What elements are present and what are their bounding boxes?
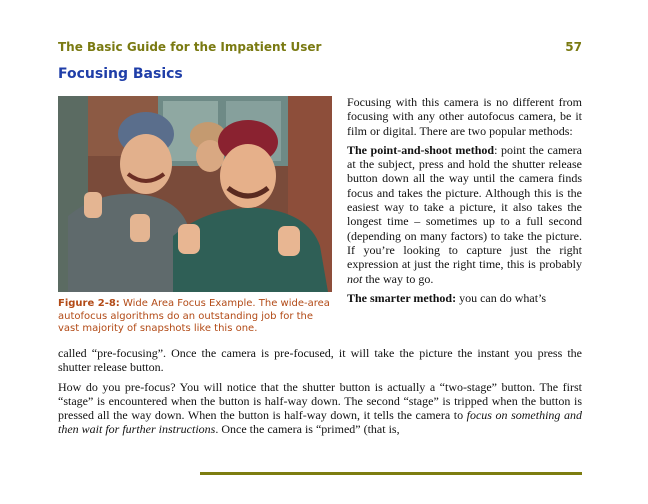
smiling-elders-photo	[58, 96, 332, 292]
method1-title: The point-and-shoot method	[347, 142, 495, 157]
method2-title: The smarter method:	[347, 290, 457, 305]
method1-text-a: : point the camera at the subject, press and hold the shutter release button down all the way until the camera finds focus and takes the picture. Although this is the easiest way to take a picture, it also takes the longest time – sometimes up to a full second (depending on many factors) to take the picture. If you’re looking to capture just the right expression at just the right time, this is probably	[347, 142, 583, 272]
prefocus-text-b: . Once the camera is “primed” (that is,	[215, 422, 400, 437]
method2-paragraph-start	[347, 291, 582, 305]
section-title: Focusing Basics	[58, 66, 183, 82]
running-header	[58, 40, 582, 54]
book-title: The Basic Guide for the Impatient User	[58, 40, 322, 54]
page-number: 57	[565, 40, 582, 54]
prefocus-emphasis: focus on something and then wait for further instructions	[58, 408, 582, 437]
method1-paragraph	[347, 143, 582, 286]
footer-rule	[200, 472, 582, 475]
method1-text-b: the way to go.	[362, 271, 434, 286]
method1-emphasis: not	[347, 271, 363, 286]
right-column	[347, 95, 582, 310]
method2-text-a: you can do what’s	[456, 290, 547, 305]
figure-label: Figure 2-8:	[58, 298, 120, 309]
figure-caption-text: Wide Area Focus Example. The wide-area autofocus algorithms do an outstanding job for the vast majority of snapshots like this one.	[58, 298, 330, 334]
intro-paragraph: Focusing with this camera is no different from focusing with any other autofocus camera, be it film or digital. There are two popular methods:	[347, 95, 582, 138]
figure-caption	[58, 298, 332, 336]
prefocus-paragraph	[58, 380, 582, 437]
method2-paragraph-cont: called “pre-focusing”. Once the camera is pre-focused, it will take the picture the instant you press the shutter release button.	[58, 346, 582, 375]
full-width-text	[58, 346, 582, 442]
prefocus-text-a: How do you pre-focus? You will notice that the shutter button is actually a “two-stage” button. The first “stage” is encountered when the button is half-way down. The second “stage” is tripped when the button is pressed all the way down. When the button is half-way down, it tells the camera to	[58, 379, 582, 423]
figure-photo	[58, 96, 332, 292]
